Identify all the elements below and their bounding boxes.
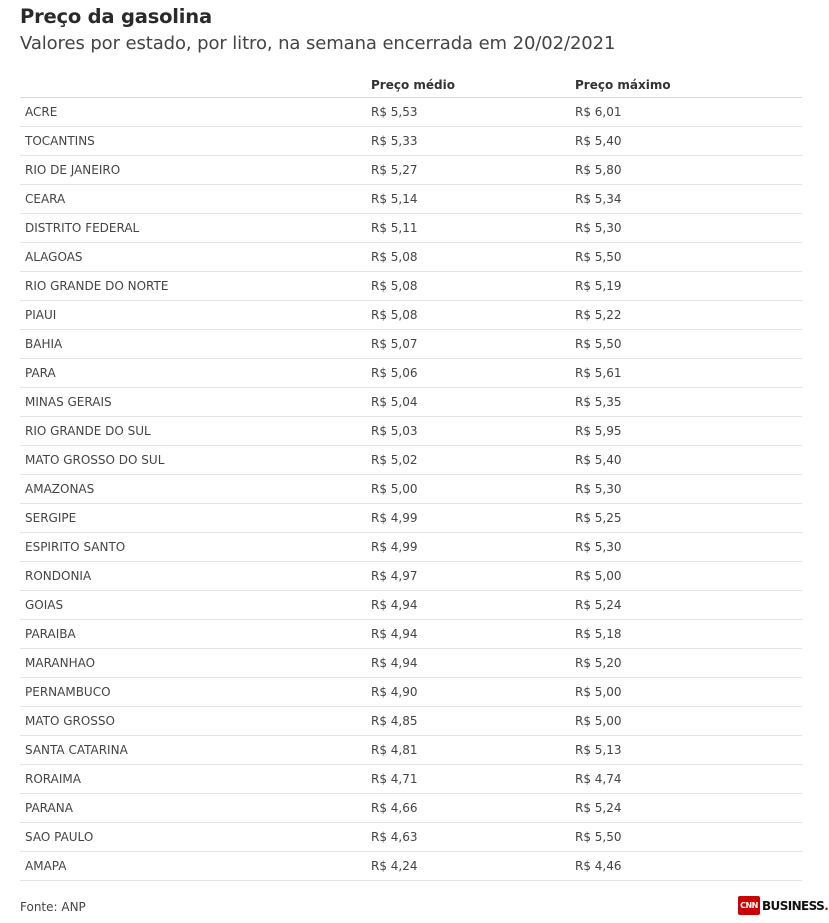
state-cell: TOCANTINS <box>20 127 371 156</box>
avg-price-cell: R$ 4,24 <box>371 852 575 881</box>
max-price-cell: R$ 5,34 <box>575 185 802 214</box>
max-price-cell: R$ 5,24 <box>575 591 802 620</box>
state-cell: PIAUI <box>20 301 371 330</box>
avg-price-cell: R$ 5,27 <box>371 156 575 185</box>
max-price-cell: R$ 5,00 <box>575 707 802 736</box>
state-cell: PARA <box>20 359 371 388</box>
max-price-cell: R$ 5,24 <box>575 794 802 823</box>
table-row <box>20 330 802 359</box>
state-cell: ACRE <box>20 98 371 127</box>
logo-wordmark: BUSINESS <box>762 898 825 913</box>
max-price-cell: R$ 5,50 <box>575 823 802 852</box>
avg-price-cell: R$ 4,81 <box>371 736 575 765</box>
avg-price-cell: R$ 5,08 <box>371 301 575 330</box>
avg-price-cell: R$ 4,99 <box>371 533 575 562</box>
state-cell: ALAGOAS <box>20 243 371 272</box>
state-cell: BAHIA <box>20 330 371 359</box>
avg-price-cell: R$ 5,08 <box>371 272 575 301</box>
state-cell: GOIAS <box>20 591 371 620</box>
table-row <box>20 156 802 185</box>
state-cell: PARANA <box>20 794 371 823</box>
table-row <box>20 417 802 446</box>
max-price-cell: R$ 5,80 <box>575 156 802 185</box>
state-cell: MINAS GERAIS <box>20 388 371 417</box>
table-row <box>20 475 802 504</box>
table-row <box>20 446 802 475</box>
state-cell: SAO PAULO <box>20 823 371 852</box>
avg-price-cell: R$ 5,14 <box>371 185 575 214</box>
max-price-cell: R$ 5,30 <box>575 533 802 562</box>
table-row <box>20 649 802 678</box>
state-cell: MATO GROSSO <box>20 707 371 736</box>
state-cell: PARAIBA <box>20 620 371 649</box>
state-cell: RIO DE JANEIRO <box>20 156 371 185</box>
state-cell: AMAPA <box>20 852 371 881</box>
avg-price-cell: R$ 5,03 <box>371 417 575 446</box>
avg-price-cell: R$ 4,94 <box>371 620 575 649</box>
table-row <box>20 591 802 620</box>
state-cell: RIO GRANDE DO NORTE <box>20 272 371 301</box>
table-body <box>20 98 802 881</box>
state-cell: RORAIMA <box>20 765 371 794</box>
avg-price-cell: R$ 5,04 <box>371 388 575 417</box>
state-cell: DISTRITO FEDERAL <box>20 214 371 243</box>
state-cell: SERGIPE <box>20 504 371 533</box>
max-price-cell: R$ 5,25 <box>575 504 802 533</box>
max-price-cell: R$ 5,30 <box>575 214 802 243</box>
avg-price-cell: R$ 4,63 <box>371 823 575 852</box>
column-header-state <box>20 73 371 98</box>
avg-price-cell: R$ 4,99 <box>371 504 575 533</box>
table-row <box>20 243 802 272</box>
max-price-cell: R$ 4,46 <box>575 852 802 881</box>
max-price-cell: R$ 5,50 <box>575 243 802 272</box>
avg-price-cell: R$ 4,71 <box>371 765 575 794</box>
avg-price-cell: R$ 4,94 <box>371 649 575 678</box>
table-row <box>20 301 802 330</box>
table-row <box>20 823 802 852</box>
table-row <box>20 533 802 562</box>
avg-price-cell: R$ 5,00 <box>371 475 575 504</box>
avg-price-cell: R$ 4,66 <box>371 794 575 823</box>
avg-price-cell: R$ 5,11 <box>371 214 575 243</box>
avg-price-cell: R$ 5,07 <box>371 330 575 359</box>
max-price-cell: R$ 5,13 <box>575 736 802 765</box>
state-cell: ESPIRITO SANTO <box>20 533 371 562</box>
avg-price-cell: R$ 5,33 <box>371 127 575 156</box>
table-row <box>20 620 802 649</box>
state-cell: AMAZONAS <box>20 475 371 504</box>
max-price-cell: R$ 5,20 <box>575 649 802 678</box>
logo-dot: . <box>824 898 829 913</box>
max-price-cell: R$ 5,30 <box>575 475 802 504</box>
chart-subtitle: Valores por estado, por litro, na semana encerrada em 20/02/2021 <box>20 33 616 54</box>
avg-price-cell: R$ 4,85 <box>371 707 575 736</box>
max-price-cell: R$ 6,01 <box>575 98 802 127</box>
table-row <box>20 707 802 736</box>
table-row <box>20 678 802 707</box>
avg-price-cell: R$ 4,97 <box>371 562 575 591</box>
table-row <box>20 765 802 794</box>
table-row <box>20 359 802 388</box>
avg-price-cell: R$ 5,06 <box>371 359 575 388</box>
table-row <box>20 794 802 823</box>
max-price-cell: R$ 5,35 <box>575 388 802 417</box>
max-price-cell: R$ 5,61 <box>575 359 802 388</box>
max-price-cell: R$ 5,19 <box>575 272 802 301</box>
max-price-cell: R$ 5,00 <box>575 562 802 591</box>
table-row <box>20 214 802 243</box>
max-price-cell: R$ 5,22 <box>575 301 802 330</box>
avg-price-cell: R$ 4,94 <box>371 591 575 620</box>
table-row <box>20 185 802 214</box>
max-price-cell: R$ 5,40 <box>575 127 802 156</box>
table-row <box>20 272 802 301</box>
table-row <box>20 388 802 417</box>
state-cell: RONDONIA <box>20 562 371 591</box>
avg-price-cell: R$ 5,02 <box>371 446 575 475</box>
table-header-row <box>20 73 802 98</box>
state-cell: MARANHAO <box>20 649 371 678</box>
column-header-avg-price: Preço médio <box>371 73 575 98</box>
max-price-cell: R$ 5,50 <box>575 330 802 359</box>
table-row <box>20 562 802 591</box>
cnn-business-logo <box>738 896 829 915</box>
table-row <box>20 736 802 765</box>
table-row <box>20 98 802 127</box>
source-note: Fonte: ANP <box>20 900 86 914</box>
table-row <box>20 852 802 881</box>
avg-price-cell: R$ 4,90 <box>371 678 575 707</box>
max-price-cell: R$ 5,95 <box>575 417 802 446</box>
max-price-cell: R$ 5,00 <box>575 678 802 707</box>
table-row <box>20 127 802 156</box>
price-table <box>20 73 802 881</box>
max-price-cell: R$ 4,74 <box>575 765 802 794</box>
max-price-cell: R$ 5,40 <box>575 446 802 475</box>
state-cell: MATO GROSSO DO SUL <box>20 446 371 475</box>
max-price-cell: R$ 5,18 <box>575 620 802 649</box>
table-row <box>20 504 802 533</box>
state-cell: PERNAMBUCO <box>20 678 371 707</box>
state-cell: CEARA <box>20 185 371 214</box>
cnn-logo-mark: CNN <box>738 896 760 915</box>
avg-price-cell: R$ 5,08 <box>371 243 575 272</box>
column-header-max-price: Preço máximo <box>575 73 802 98</box>
state-cell: SANTA CATARINA <box>20 736 371 765</box>
state-cell: RIO GRANDE DO SUL <box>20 417 371 446</box>
avg-price-cell: R$ 5,53 <box>371 98 575 127</box>
chart-title: Preço da gasolina <box>20 5 212 28</box>
